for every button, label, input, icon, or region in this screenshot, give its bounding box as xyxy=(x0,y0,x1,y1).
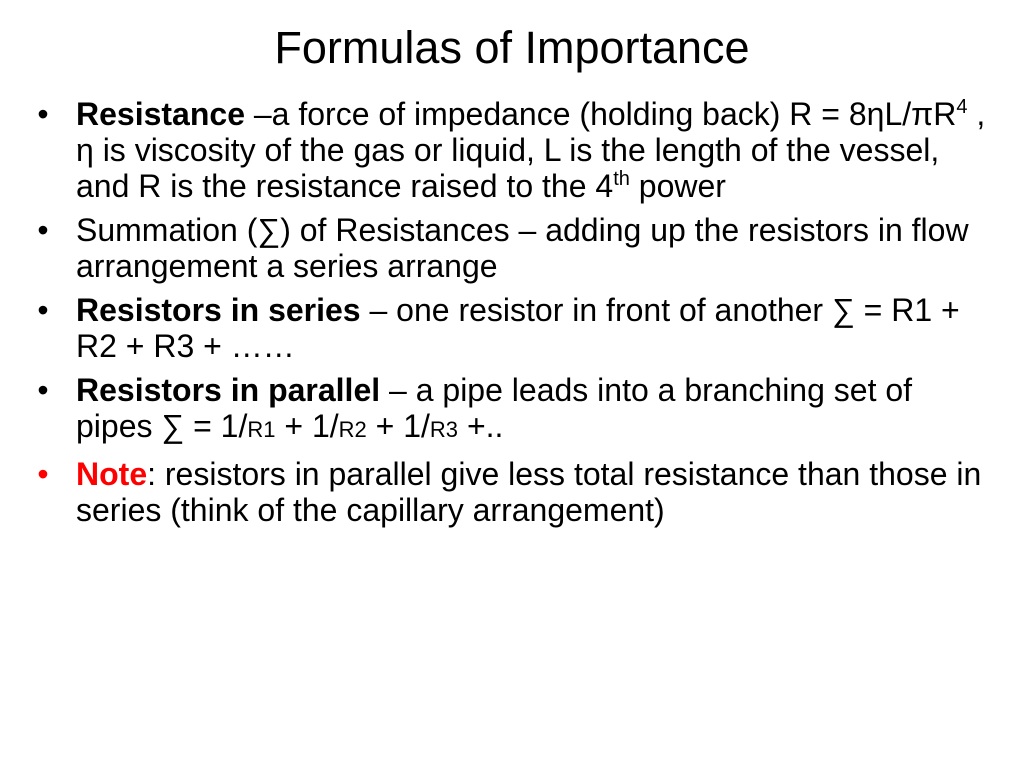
term-series: Resistors in series xyxy=(76,292,361,328)
note-text: : resistors in parallel give less total resistance than those in series (think of the capillary arrangement) xyxy=(76,456,982,528)
bullet-mark: • xyxy=(37,372,49,408)
resistance-ordinal: th xyxy=(613,168,630,190)
parallel-text-a: – a pipe leads into a branching set of pipes ∑ = 1/ xyxy=(76,372,913,444)
resistance-text-c: power xyxy=(629,168,726,204)
bullet-resistance xyxy=(28,96,988,204)
bullet-mark: • xyxy=(37,456,49,492)
bullet-mark: • xyxy=(37,292,49,328)
parallel-text-c: + 1/ xyxy=(366,408,430,444)
bullet-list xyxy=(28,96,988,536)
resistance-exponent: 4 xyxy=(956,96,968,118)
summation-text: Summation (∑) of Resistances – adding up the resistors in flow arrangement a series arrange xyxy=(76,212,969,284)
series-text: – one resistor in front of another ∑ = R1 + R2 + R3 + …… xyxy=(76,292,960,364)
term-resistance: Resistance xyxy=(76,96,245,132)
parallel-r2: R2 xyxy=(338,417,367,442)
resistance-text-b: , η is viscosity of the gas or liquid, L is the length of the vessel, and R is the resistance raised to the 4 xyxy=(76,96,986,204)
parallel-text-b: + 1/ xyxy=(275,408,339,444)
bullet-note xyxy=(28,456,988,528)
resistance-text-a: –a force of impedance (holding back) R = 8ηL/πR xyxy=(244,96,957,132)
term-parallel: Resistors in parallel xyxy=(76,372,381,408)
slide-title: Formulas of Importance xyxy=(274,22,750,73)
bullet-mark: • xyxy=(37,96,49,132)
bullet-parallel xyxy=(28,372,988,448)
bullet-series xyxy=(28,292,988,364)
parallel-r3: R3 xyxy=(429,417,459,442)
term-note: Note xyxy=(76,456,148,492)
bullet-summation xyxy=(28,212,988,284)
bullet-mark: • xyxy=(37,212,49,248)
parallel-text-d: +.. xyxy=(458,408,504,444)
parallel-r1: R1 xyxy=(247,417,276,442)
